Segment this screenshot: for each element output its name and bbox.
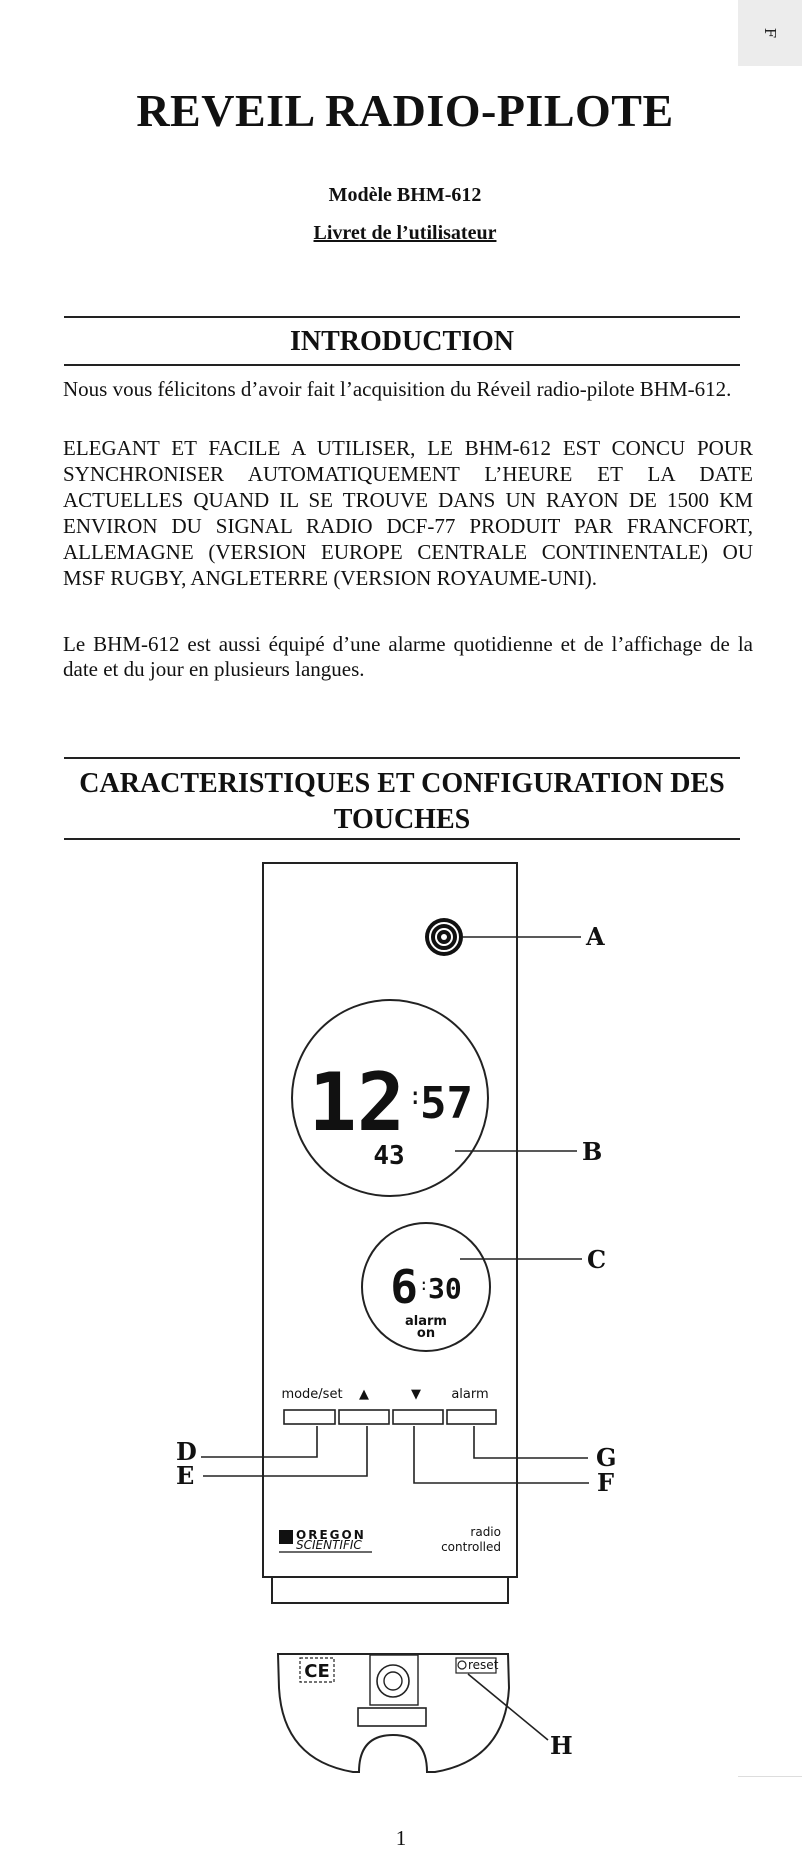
alarm-hours: 6 xyxy=(390,1260,418,1314)
controlled-label: controlled xyxy=(441,1540,501,1554)
callout-line-e xyxy=(203,1426,367,1476)
display-hours: 12 xyxy=(308,1056,405,1149)
up-arrow-icon: ▲ xyxy=(359,1387,369,1402)
brand-line-2: SCIENTIFIC xyxy=(296,1538,362,1552)
ce-mark-icon: CE xyxy=(304,1661,330,1682)
radio-label: radio xyxy=(470,1525,501,1539)
callout-label-g: G xyxy=(596,1443,617,1472)
alarm-status-on: on xyxy=(416,1326,436,1341)
mode-set-label: mode/set xyxy=(281,1387,343,1402)
callout-label-d: D xyxy=(176,1437,197,1466)
callout-label-e: E xyxy=(176,1461,195,1490)
brand-line-1: OREGON xyxy=(296,1528,366,1542)
callout-label-a: A xyxy=(586,922,605,951)
clock-stand xyxy=(272,1577,508,1603)
features-heading: CARACTERISTIQUES ET CONFIGURATION DES TOUCHES xyxy=(79,768,725,835)
down-button xyxy=(393,1410,443,1424)
reset-hole-icon xyxy=(458,1661,466,1669)
page-number: 1 xyxy=(395,1826,407,1850)
alarm-minutes: 30 xyxy=(428,1272,462,1305)
intro-paragraph-3: Le BHM-612 est aussi équipé d’une alarme quotidienne et de l’affichage de la date et du jour en plusieurs langues. xyxy=(63,632,753,681)
display-colon: : xyxy=(408,1082,423,1110)
introduction-heading: INTRODUCTION xyxy=(289,326,515,357)
intro-paragraph-2: ELEGANT ET FACILE A UTILISER, LE BHM-612 EST CONCU POUR SYNCHRONISER AUTOMATIQUEMENT L’HEURE ET LA DATE ACTUELLES QUAND IL SE TROUVE DANS UN RAYON DE 1500 KM ENVIRON DU SIGNAL RADIO DCF-77 PRODUIT PAR FRANCFORT, ALLEMAGNE (VERSION EUROPE CENTRALE CONTINENTALE) OU MSF RUGBY, ANGLETERRE (VERSION ROYAUME-UNI). xyxy=(63,436,753,590)
up-button xyxy=(339,1410,389,1424)
callout-line-d xyxy=(201,1426,317,1457)
clock-body xyxy=(263,863,517,1577)
callout-label-f: F xyxy=(597,1468,615,1497)
mode-set-button xyxy=(284,1410,335,1424)
callout-label-b: B xyxy=(582,1137,603,1166)
alarm-button-label: alarm xyxy=(451,1387,489,1402)
down-arrow-icon: ▼ xyxy=(411,1387,421,1402)
display-seconds: 43 xyxy=(373,1141,405,1171)
intro-paragraph-1: Nous vous félicitons d’avoir fait l’acquisition du Réveil radio-pilote BHM-612. xyxy=(63,377,732,401)
reset-label: reset xyxy=(468,1658,499,1672)
language-tab-label: F xyxy=(760,27,779,39)
alarm-button xyxy=(447,1410,496,1424)
user-guide-subtitle: Livret de l’utilisateur xyxy=(313,222,497,244)
callout-label-c: C xyxy=(587,1245,607,1274)
brand-logo xyxy=(279,1528,372,1552)
clock-back-view xyxy=(278,1654,509,1772)
callout-label-h: H xyxy=(550,1731,573,1760)
light-sensor-icon xyxy=(425,918,463,956)
callout-line-g xyxy=(474,1426,588,1458)
alarm-colon: : xyxy=(419,1275,429,1294)
model-name: Modèle BHM-612 xyxy=(328,184,482,206)
display-minutes: 57 xyxy=(420,1078,473,1129)
document-title: REVEIL RADIO-PILOTE xyxy=(136,85,674,136)
alarm-status-text: alarm xyxy=(405,1314,447,1329)
callout-line-f xyxy=(414,1426,589,1483)
